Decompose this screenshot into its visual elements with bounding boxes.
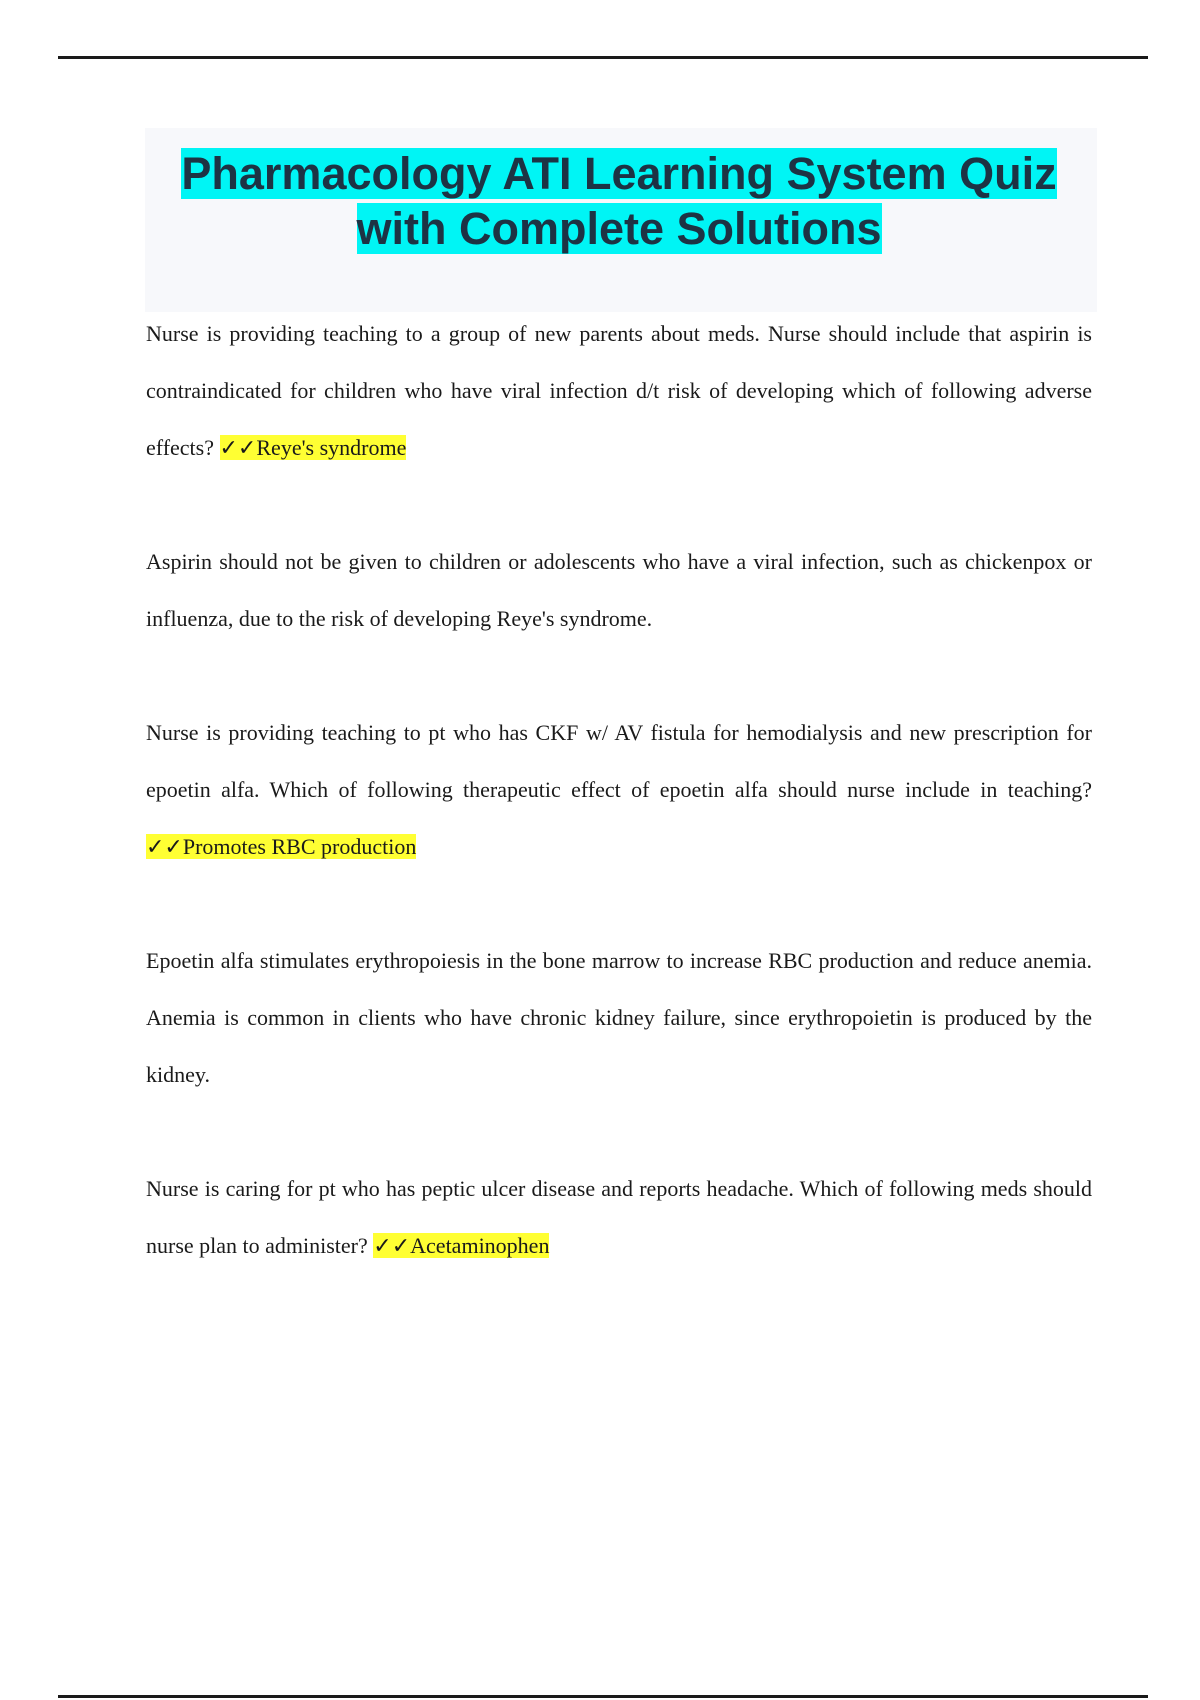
question-3: Nurse is caring for pt who has peptic ulcer disease and reports headache. Which of following meds should nurse plan to administer? ✓✓Acetaminophen [146,1176,1092,1258]
double-check-icon: ✓✓ [373,1233,411,1258]
title-line-2: with Complete Solutions [356,203,882,254]
answer-highlight [373,1233,549,1258]
explanation-2: Epoetin alfa stimulates erythropoiesis in the bone marrow to increase RBC production and reduce anemia. Anemia is common in clients who have chronic kidney failure, since erythropoietin is produced by the kidney. [146,948,1092,1087]
double-check-icon: ✓✓ [146,834,183,859]
title-line-1: Pharmacology ATI Learning System Quiz [181,148,1057,199]
document-title [146,146,1092,256]
answer-text: Reye's syndrome [256,435,407,460]
answer-highlight [220,435,407,460]
answer-text: Promotes RBC production [182,834,417,859]
question-2: Nurse is providing teaching to pt who has CKF w/ AV fistula for hemodialysis and new prescription for epoetin alfa. Which of following therapeutic effect of epoetin alfa should nurse include in teaching? ✓✓Promotes RBC production [146,720,1092,859]
question-1: Nurse is providing teaching to a group of new parents about meds. Nurse should include that aspirin is contraindicated for children who have viral infection d/t risk of developing which of following adverse effects? ✓✓Reye's syndrome [146,321,1092,460]
header-rule [58,56,1148,59]
document-body [146,305,1092,1331]
footer-rule [58,1695,1148,1698]
answer-highlight [146,834,416,859]
double-check-icon: ✓✓ [219,435,257,460]
explanation-1: Aspirin should not be given to children or adolescents who have a viral infection, such as chickenpox or influenza, due to the risk of developing Reye's syndrome. [146,549,1092,631]
answer-text: Acetaminophen [410,1233,550,1258]
